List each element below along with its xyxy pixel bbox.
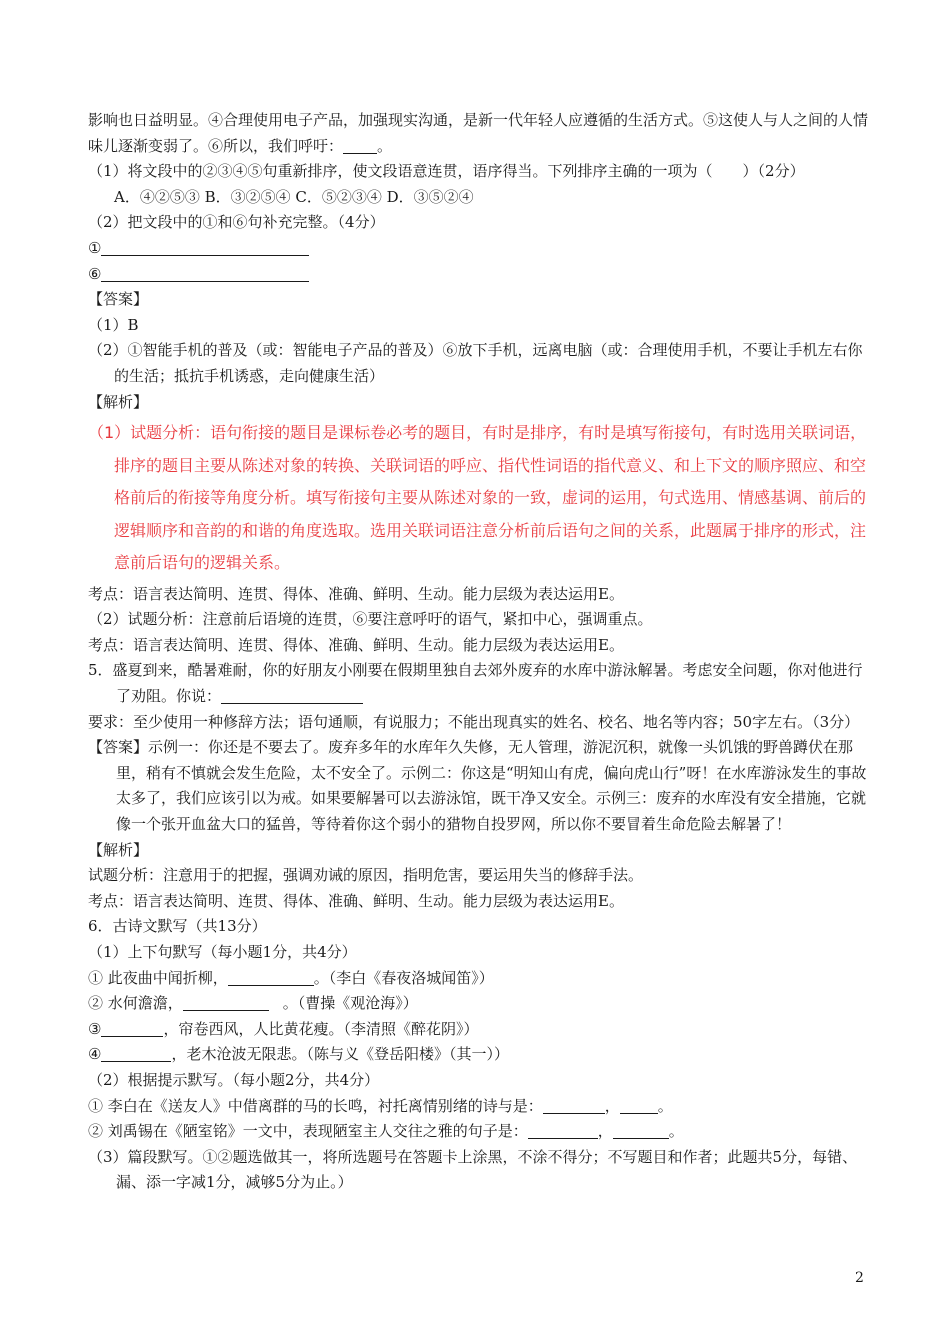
- q5-kaodian: 考点：语言表达简明、连贯、得体、准确、鲜明、生动。能力层级为表达运用E。: [88, 891, 624, 910]
- q6-m1-mid: ，: [604, 1096, 620, 1115]
- q6-m2-mid: ，: [597, 1122, 613, 1141]
- q6-line-2: [88, 991, 868, 1017]
- answer-blank: [101, 239, 309, 256]
- q4-2-blank-1: [88, 236, 868, 262]
- q6-l1-pre: ① 此夜曲中闻折柳，: [88, 968, 228, 987]
- page-number: 2: [855, 1270, 864, 1286]
- q6-l3-post: ，帘卷西风，人比黄花瘦。（李清照《醉花阴》）: [163, 1019, 479, 1038]
- q5-text: 5．盛夏到来，酷暑难耐，你的好朋友小刚要在假期里独自去郊外废弃的水库中游泳解暑。考虑安全问题，你对他进行了劝阻。你说：: [88, 661, 863, 705]
- answer-blank: [101, 265, 309, 282]
- q6-line-3: [88, 1017, 868, 1043]
- q4-2-blank-6: [88, 262, 868, 288]
- answer-blank: [228, 969, 314, 986]
- answer-blank: [221, 687, 363, 704]
- answer-blank: [613, 1122, 669, 1139]
- q6-l1-post: 。（李白《春夜洛城闻笛》）: [313, 968, 494, 987]
- q6-m1-pre: ① 李白在《送友人》中借离群的马的长鸣，衬托离情别绪的诗与是：: [88, 1096, 543, 1115]
- blank-label-1: ①: [88, 238, 102, 257]
- blank-label-6: ⑥: [88, 264, 102, 283]
- q6-part1-title: （1）上下句默写（每小题1分，共4分）: [88, 942, 357, 961]
- answer-1: （1）B: [88, 315, 139, 334]
- q6-l2-post: 。（曹操《观沧海》）: [282, 994, 418, 1013]
- q6-title: 6．古诗文默写（共13分）: [88, 917, 267, 936]
- q4-2-question: （2）把文段中的①和⑥句补充完整。（4分）: [88, 213, 385, 232]
- analysis-header: 【解析】: [88, 392, 149, 411]
- q4-1-question: （1）将文段中的②③④⑤句重新排序，使文段语意连贯，语序得当。下列排序主确的一项为（ ）（2分）: [88, 162, 805, 181]
- intro-paragraph: [88, 108, 868, 159]
- analysis-part-2: （2）试题分析：注意前后语境的连贯，⑥要注意呼吁的语气，紧扣中心，强调重点。: [88, 610, 653, 629]
- q4-1-options: A．④②⑤③ B．③②⑤④ C．⑤②③④ D．③⑤②④: [114, 187, 474, 206]
- q6-l4-pre: ④: [88, 1045, 102, 1064]
- q5-analysis-text: 试题分析：注意用于的把握，强调劝诫的原因，指明危害，要运用失当的修辞手法。: [88, 866, 644, 885]
- q6-m2-pre: ② 刘禹锡在《陋室铭》一文中，表现陋室主人交往之雅的句子是：: [88, 1122, 528, 1141]
- answer-blank: [101, 1045, 171, 1062]
- answer-blank: [343, 137, 377, 154]
- answer-blank: [183, 994, 269, 1011]
- q6-m2: [88, 1119, 868, 1145]
- q5-answer-text: 示例一：你还是不要去了。废弃多年的水库年久失修，无人管理，游泥沉积，就像一头饥饿的野兽蹲伏在那里，稍有不慎就会发生危险，太不安全了。示例二：你这是“明知山有虎，偏向虎山行”呀！在水库游泳发生的事故太多了，我们应该引以为戒。如果要解暑可以去游泳馆，既干净又安全。示例三：废弃的水库没有安全措施，它就像一个张开血盆大口的猛兽，等待着你这个弱小的猎物自投罗网，所以你不要冒着生命危险去解暑了！: [116, 738, 867, 833]
- q6-m2-end: 。: [668, 1122, 684, 1141]
- q6-l3-pre: ③: [88, 1019, 102, 1038]
- q5-answer: [88, 735, 868, 837]
- answer-2: （2）①智能手机的普及（或：智能电子产品的普及）⑥放下手机，远离电脑（或：合理使用手机，不要让手机左右你的生活；抵抗手机诱惑，走向健康生活）: [88, 341, 863, 385]
- q6-l2-pre: ② 水何澹澹，: [88, 994, 183, 1013]
- q6-m1-end: 。: [657, 1096, 673, 1115]
- document-page: [88, 108, 868, 1196]
- kaodian-2: 考点：语言表达简明、连贯、得体、准确、鲜明、生动。能力层级为表达运用E。: [88, 635, 624, 654]
- analysis-red-text: （1）试题分析：语句衔接的题目是课标卷必考的题目，有时是排序，有时是填写衔接句，有时选用关联词语，排序的题目主要从陈述对象的转换、关联词语的呼应、指代性词语的指代意义、和上下文的顺序照应、和空格前后的衔接等角度分析。填写衔接句主要从陈述对象的一致，虚词的运用，句式选用、情感基调、前后的逻辑顺序和音韵的和谐的角度选取。选用关联词语注意分析前后语句之间的关系，此题属于排序的形式，注意前后语句的逻辑关系。: [88, 423, 867, 573]
- answer-blank: [620, 1097, 658, 1114]
- q6-m1: [88, 1094, 868, 1120]
- kaodian-1: 考点：语言表达简明、连贯、得体、准确、鲜明、生动。能力层级为表达运用E。: [88, 584, 624, 603]
- answer-blank: [101, 1020, 163, 1037]
- q6-line-1: [88, 966, 868, 992]
- q6-line-4: [88, 1042, 868, 1068]
- q5-requirement: 要求：至少使用一种修辞方法；语句通顺，有说服力；不能出现真实的姓名、校名、地名等内容；50字左右。（3分）: [88, 712, 860, 731]
- q5-answer-label: 【答案】: [88, 738, 149, 757]
- answer-blank: [543, 1097, 605, 1114]
- answer-blank: [528, 1122, 598, 1139]
- q6-part2-title: （2）根据提示默写。（每小题2分，共4分）: [88, 1070, 380, 1089]
- q6-part3: （3）篇段默写。①②题选做其一，将所选题号在答题卡上涂黑，不涂不得分；不写题目和作者；此题共5分，每错、漏、添一字减1分，减够5分为止。）: [88, 1147, 858, 1192]
- intro-text: 影响也日益明显。④合理使用电子产品，加强现实沟通，是新一代年轻人应遵循的生活方式。⑤这使人与人之间的人情味儿逐渐变弱了。⑥所以，我们呼吁：: [88, 111, 869, 155]
- q6-l4-post: ，老木沧波无限悲。（陈与义《登岳阳楼》（其一））: [171, 1045, 509, 1064]
- q5-analysis-header: 【解析】: [88, 840, 149, 859]
- intro-end: 。: [377, 136, 393, 155]
- answer-header: 【答案】: [88, 290, 149, 309]
- q5-question: [88, 658, 868, 709]
